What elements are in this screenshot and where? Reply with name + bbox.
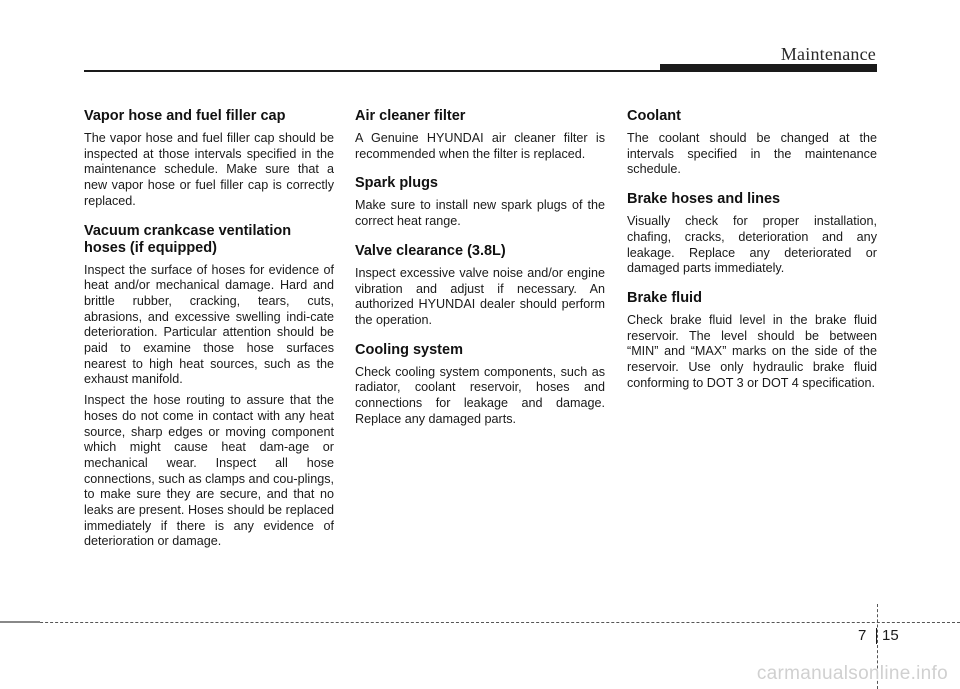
page-number-divider (876, 628, 877, 644)
footer-dashed-rule (0, 622, 960, 623)
section-brake-hoses (627, 191, 877, 277)
column-middle (355, 108, 605, 432)
section-paragraph: Make sure to install new spark plugs of the correct heat range. (355, 198, 605, 229)
section-title: Air cleaner filter (355, 108, 466, 124)
section-title: Coolant (627, 108, 681, 124)
section-paragraph: Check brake fluid level in the brake fluid reservoir. The level should be between “MIN” and “MAX” marks on the side of the reservoir. Use only hydraulic brake fluid conforming to DOT 3 or DOT 4 specification. (627, 312, 877, 390)
section-title: Brake hoses and lines (627, 191, 781, 208)
section-crankcase-hoses (84, 223, 334, 551)
section-paragraph: Inspect the hose routing to assure that the hoses do not come in contact with any heat source, sharp edges or moving component which might cause heat dam-age or mechanical wear. Inspect all hose connections, such as clamps and cou-plings, to make sure they are secure, and that no leaks are present. Hoses should be replaced immediately if there is any evidence of deterioration or damage. (84, 393, 334, 549)
section-title: Cooling system (355, 341, 463, 358)
page-number: 15 (882, 627, 899, 644)
section-paragraph: A Genuine HYUNDAI air cleaner filter is recommended when the filter is replaced. (355, 131, 605, 161)
section-paragraph: Visually check for proper installation, chafing, cracks, deterioration and any leakage. Replace any deteriorated or damaged parts immediately. (627, 214, 877, 276)
section-brake-fluid (627, 290, 877, 392)
page-chapter-number: 7 (858, 627, 867, 644)
section-vapor-hose (84, 108, 334, 210)
section-paragraph: The vapor hose and fuel filler cap should be inspected at those intervals specified in the maintenance schedule. Make sure that a new vapor hose or fuel filler cap is correctly replaced. (84, 131, 334, 208)
section-title: Valve clearance (3.8L) (355, 242, 506, 259)
column-left (84, 108, 334, 555)
section-paragraph: The coolant should be changed at the intervals specified in the maintenance schedule. (627, 131, 877, 177)
section-air-cleaner (355, 108, 605, 162)
section-paragraph: Inspect excessive valve noise and/or engine vibration and adjust if necessary. An authorized HYUNDAI dealer should perform the operation. (355, 265, 605, 327)
section-paragraph: Inspect the surface of hoses for evidence of heat and/or mechanical damage. Hard and brittle rubber, cracking, tears, cuts, abrasions, and excessive swelling indi-cate deterioration. Particular attention should be paid to examine those hose surfaces nearest to high heat sources, such as the exhaust manifold. (84, 262, 334, 387)
section-title: Vacuum crankcase ventilation hoses (if equipped) (84, 222, 292, 256)
footer-accent-mark (0, 621, 40, 623)
section-coolant (627, 108, 877, 178)
watermark: carmanualsonline.info (756, 663, 948, 684)
header-rule-accent (660, 64, 877, 72)
page-header-title: Maintenance (780, 44, 876, 64)
section-valve-clearance (355, 243, 605, 329)
section-paragraph: Check cooling system components, such as radiator, coolant reservoir, hoses and connections for leakage and damage. Replace any damaged parts. (355, 364, 605, 426)
section-spark-plugs (355, 175, 605, 229)
section-title: Brake fluid (627, 289, 702, 306)
column-right (627, 108, 877, 396)
section-title: Spark plugs (355, 175, 438, 192)
section-cooling-system (355, 342, 605, 428)
header-rule (84, 70, 660, 72)
section-title: Vapor hose and fuel filler cap (84, 108, 286, 124)
